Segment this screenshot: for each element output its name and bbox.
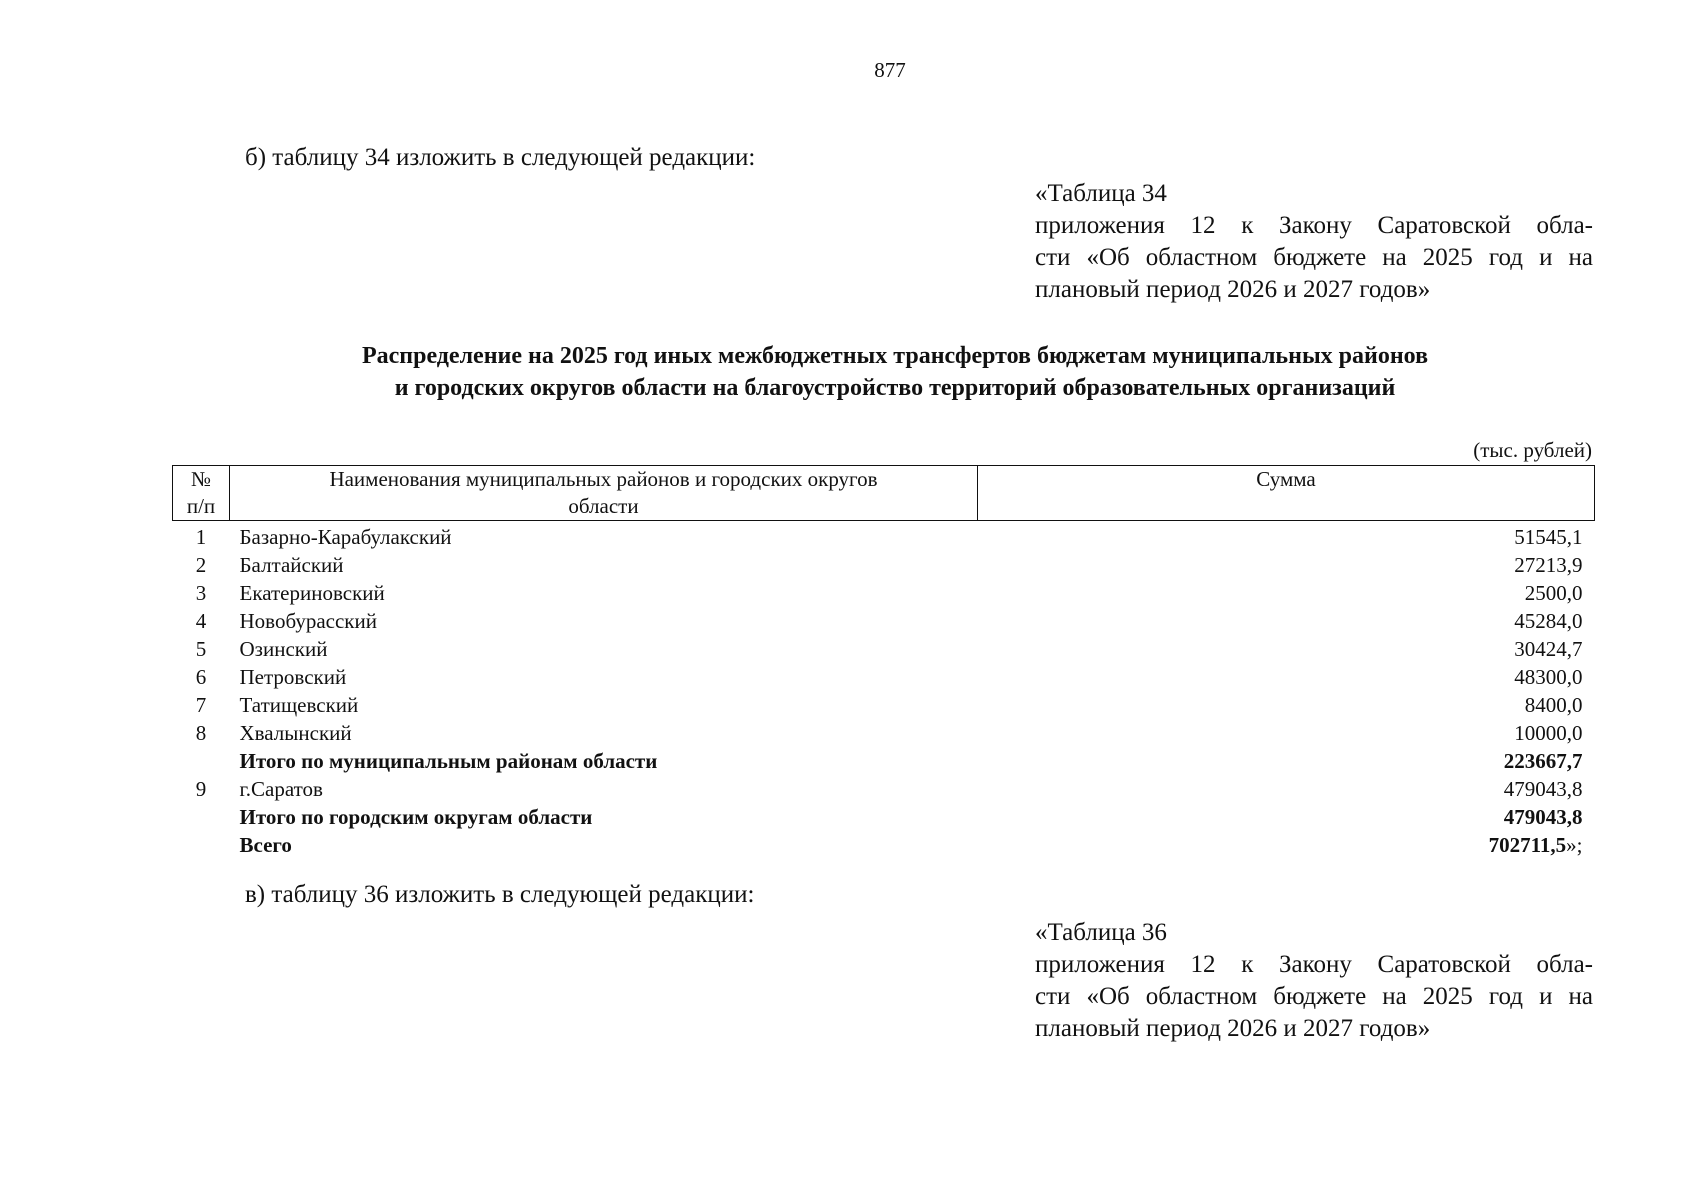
table-title-line: и городских округов области на благоустройство территорий образовательных организаций [394,375,1396,401]
row-name: Петровский [239,665,347,689]
appendix-note-table-36 [1035,917,1593,1045]
row-sum: 48300,0 [1514,665,1583,689]
row-number: 1 [195,525,207,549]
row-name: Татищевский [239,693,359,717]
row-name: Итого по городским округам области [239,805,593,829]
row-sum: 10000,0 [1514,721,1583,745]
row-sum [978,831,1595,859]
row-sum: 2500,0 [1524,581,1583,605]
header-sum [978,466,1595,521]
budget-table [172,465,1595,859]
total-row [173,831,1595,859]
subtotal-row [173,747,1595,775]
page-number: 877 [874,58,906,82]
table-row [173,775,1595,803]
row-number [173,747,230,775]
table-row [173,551,1595,579]
table-row [173,521,1595,552]
row-number: 3 [195,581,207,605]
table-row [173,579,1595,607]
row-number: 2 [195,553,207,577]
table-row [173,691,1595,719]
header-name [230,466,978,521]
unit-note: (тыс. рублей) [1473,438,1592,462]
row-number: 8 [195,721,207,745]
row-name: Всего [239,833,292,857]
header-number-line: № [190,467,212,491]
row-number: 5 [195,637,207,661]
appendix-note-line: сти «Об областном бюджете на 2025 год и на [1035,983,1593,1010]
header-number-line: п/п [186,494,216,518]
row-name: г.Саратов [239,777,323,801]
row-sum: 479043,8 [1503,777,1583,801]
row-number [173,803,230,831]
appendix-note-line: приложения 12 к Закону Саратовской обла- [1035,212,1593,239]
table-title-line: Распределение на 2025 год иных межбюджетных трансфертов бюджетам муниципальных районов [361,343,1429,369]
row-sum: 45284,0 [1514,609,1583,633]
row-number: 9 [195,777,207,801]
table-header-row [173,466,1595,521]
row-name: Балтайский [239,553,344,577]
subtotal-row [173,803,1595,831]
paragraph-v: в) таблицу 36 изложить в следующей редакции: [245,881,755,908]
table-row [173,719,1595,747]
appendix-note-line: сти «Об областном бюджете на 2025 год и на [1035,244,1593,271]
paragraph-b: б) таблицу 34 изложить в следующей редакции: [245,144,756,171]
appendix-note-table-34 [1035,178,1593,306]
appendix-note-line: «Таблица 34 [1035,180,1167,207]
row-name: Екатериновский [239,581,385,605]
appendix-note-line: плановый период 2026 и 2027 годов» [1035,1015,1431,1042]
row-name: Хвалынский [239,721,352,745]
table-row [173,635,1595,663]
row-number: 7 [195,693,207,717]
header-sum-label: Сумма [1256,467,1316,491]
row-sum: 8400,0 [1524,693,1583,717]
row-sum: 223667,7 [1503,749,1583,773]
header-name-line: области [568,494,639,518]
header-number [173,466,230,521]
total-sum-value: 702711,5 [1488,833,1567,857]
header-name-line: Наименования муниципальных районов и городских округов [329,467,878,491]
row-name: Базарно-Карабулакский [239,525,452,549]
row-name: Итого по муниципальным районам области [239,749,658,773]
table-row [173,607,1595,635]
table-title [180,340,1610,404]
closing-quote: »; [1566,833,1583,857]
table-row [173,663,1595,691]
appendix-note-line: приложения 12 к Закону Саратовской обла- [1035,951,1593,978]
row-number: 6 [195,665,207,689]
row-sum: 479043,8 [1503,805,1583,829]
appendix-note-line: «Таблица 36 [1035,919,1167,946]
appendix-note-line: плановый период 2026 и 2027 годов» [1035,276,1431,303]
row-sum: 51545,1 [1514,525,1583,549]
row-name: Озинский [239,637,328,661]
row-number [173,831,230,859]
row-sum: 30424,7 [1514,637,1583,661]
row-name: Новобурасский [239,609,377,633]
row-sum: 27213,9 [1514,553,1583,577]
row-number: 4 [195,609,207,633]
